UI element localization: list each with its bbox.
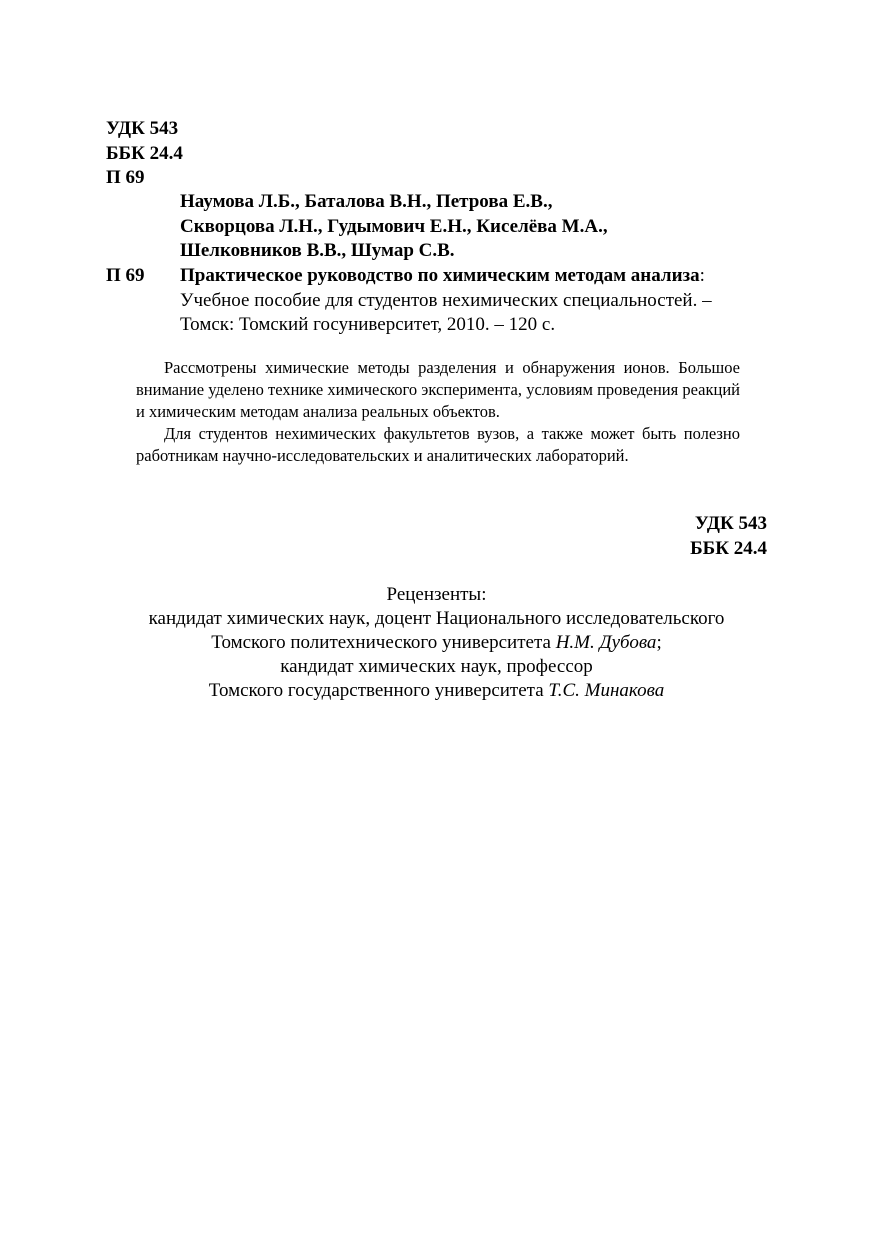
title-suffix: : — [699, 265, 705, 286]
footer-udk-code: УДК 543 — [694, 513, 767, 534]
reviewer1-suffix: ; — [656, 632, 662, 653]
reviewer1-line-2 — [0, 631, 873, 655]
reviewer1-name: Н.М. Дубова — [555, 632, 657, 653]
reviewer2-name: Т.С. Минакова — [548, 680, 665, 701]
footer-bbk-code: ББК 24.4 — [690, 537, 767, 559]
bibliographic-entry — [106, 264, 786, 338]
reviewer2-line-2 — [0, 679, 873, 703]
footer-classification-codes — [690, 512, 767, 561]
bibliography-line-3: Томск: Томский госуниверситет, 2010. – 120 с. — [180, 314, 556, 335]
authors-line-2: Скворцова Л.Н., Гудымович Е.Н., Киселёва М.А., — [180, 215, 608, 237]
abstract — [136, 357, 740, 467]
reviewer2-line-1: кандидат химических наук, профессор — [280, 656, 593, 677]
authors-line-3: Шелковников В.В., Шумар С.В. — [180, 240, 455, 261]
reviewer1-line-1: кандидат химических наук, доцент Национального исследовательского — [148, 608, 725, 629]
reviewer2-affiliation: Томского государственного университета — [208, 680, 549, 701]
udk-code: УДК 543 — [106, 118, 179, 139]
author-mark: П 69 — [106, 167, 145, 188]
abstract-paragraph-1: Рассмотрены химические методы разделения и обнаружения ионов. Большое внимание уделено технике химического эксперимента, условиям проведения реакций и химическим методам анализа реальных объектов. — [136, 358, 740, 421]
reviewers-section — [0, 583, 873, 703]
abstract-paragraph-2: Для студентов нехимических факультетов вузов, а также может быть полезно работникам научно-исследовательских и аналитических лабораторий. — [136, 424, 740, 465]
authors-line-1: Наумова Л.Б., Баталова В.Н., Петрова Е.В., — [180, 191, 553, 212]
bibliography-line-2: Учебное пособие для студентов нехимических специальностей. – — [180, 289, 712, 311]
authors-list — [180, 190, 608, 264]
bbk-code: ББК 24.4 — [106, 142, 183, 164]
bibliography-mark: П 69 — [106, 265, 145, 286]
reviewers-heading: Рецензенты: — [386, 584, 487, 605]
classification-codes — [106, 117, 183, 191]
book-title: Практическое руководство по химическим методам анализа — [180, 265, 700, 286]
reviewer1-affiliation: Томского политехнического университета — [211, 632, 556, 653]
